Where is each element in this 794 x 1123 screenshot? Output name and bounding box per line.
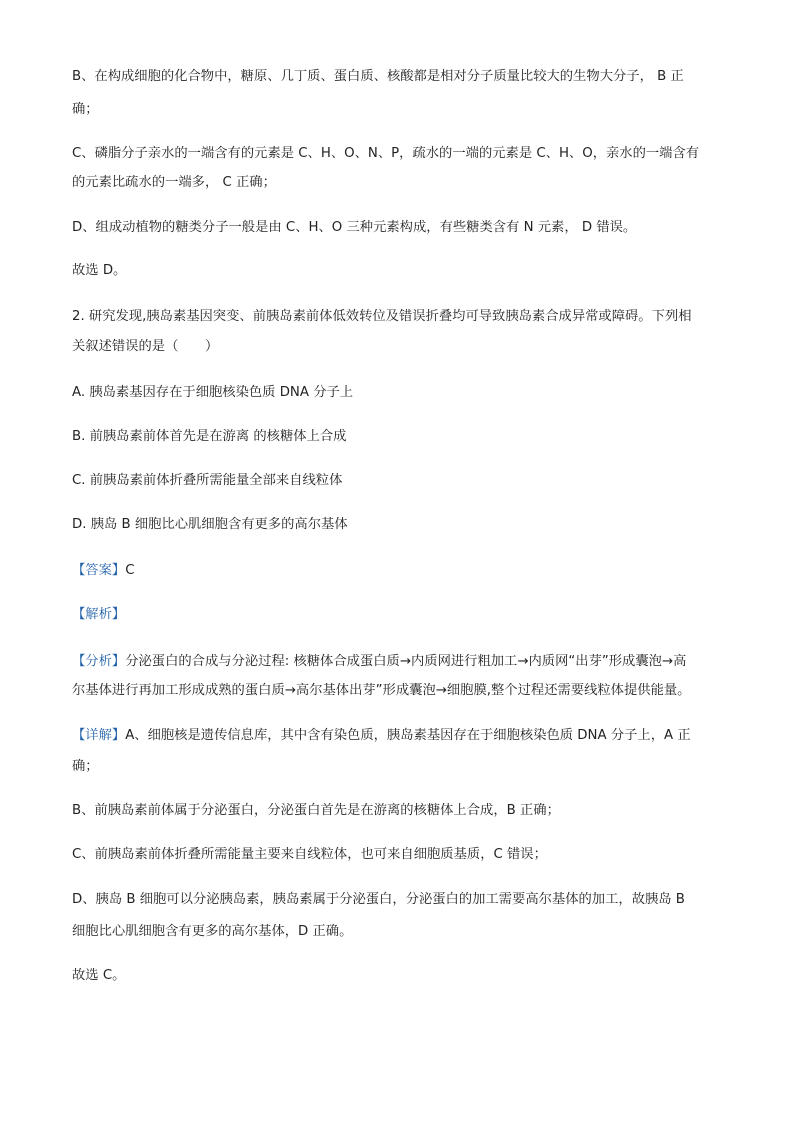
fenxi-line1 <box>72 653 686 671</box>
answer-tag: 【答案】 <box>72 563 126 578</box>
fenxi-tag: 【分析】 <box>72 654 126 669</box>
q1-option-c-line1: C、磷脂分子亲水的一端含有的元素是 C、H、O、N、P，疏水的一端的元素是 C、H、O，亲水的一端含有 <box>72 146 700 161</box>
q2-conclusion: 故选 C。 <box>72 968 126 983</box>
q2-option-b: B. 前胰岛素前体首先是在游离 的核糖体上合成 <box>72 429 347 444</box>
q1-option-b-line1: B、在构成细胞的化合物中，糖原、几丁质、蛋白质、核酸都是相对分子质量比较大的生物大分子， B 正 <box>72 69 684 84</box>
q2-stem-line1: 2. 研究发现,胰岛素基因突变、前胰岛素前体低效转位及错误折叠均可导致胰岛素合成异常或障碍。下列相 <box>72 309 692 324</box>
xiangjie-line-c: C、前胰岛素前体折叠所需能量主要来自线粒体，也可来自细胞质基质，C 错误； <box>72 847 547 862</box>
q2-option-c: C. 前胰岛素前体折叠所需能量全部来自线粒体 <box>72 473 343 488</box>
xiangjie-line-b: B、前胰岛素前体属于分泌蛋白，分泌蛋白首先是在游离的核糖体上合成，B 正确； <box>72 803 560 818</box>
q1-option-d-line1: D、组成动植物的糖类分子一般是由 C、H、O 三种元素构成，有些糖类含有 N 元素， D 错误。 <box>72 220 637 235</box>
fenxi-text-1: 分泌蛋白的合成与分泌过程: 核糖体合成蛋白质→内质网进行粗加工→内质网“出芽”形成囊泡→高 <box>125 654 687 669</box>
q2-option-a: A. 胰岛素基因存在于细胞核染色质 DNA 分子上 <box>72 385 354 400</box>
fenxi-line2: 尔基体进行再加工形成成熟的蛋白质→高尔基体出芽”形成囊泡→细胞膜,整个过程还需要线粒体提供能量。 <box>72 683 691 698</box>
xiangjie-line-d2: 细胞比心肌细胞含有更多的高尔基体，D 正确。 <box>72 924 353 939</box>
xiangjie-line-a2: 确； <box>72 759 99 774</box>
xiangjie-line-a1 <box>72 727 691 745</box>
xiangjie-text-a1: A、细胞核是遗传信息库，其中含有染色质，胰岛素基因存在于细胞核染色质 DNA 分子上，A 正 <box>125 728 691 743</box>
q1-conclusion: 故选 D。 <box>72 263 127 278</box>
answer-value: C <box>125 563 135 578</box>
q2-answer-line <box>72 562 134 580</box>
q2-option-d: D. 胰岛 B 细胞比心肌细胞含有更多的高尔基体 <box>72 517 348 532</box>
q1-option-c-line2: 的元素比疏水的一端多， C 正确； <box>72 175 276 190</box>
q1-option-b-line2: 确； <box>72 102 99 117</box>
xiangjie-line-d1: D、胰岛 B 细胞可以分泌胰岛素，胰岛素属于分泌蛋白，分泌蛋白的加工需要高尔基体的加工，故胰岛 B <box>72 892 685 907</box>
analysis-tag <box>72 606 125 624</box>
xiangjie-tag: 【详解】 <box>72 728 126 743</box>
analysis-tag-text: 【解析】 <box>72 607 126 622</box>
q2-stem-line2: 关叙述错误的是（ ） <box>72 339 219 354</box>
